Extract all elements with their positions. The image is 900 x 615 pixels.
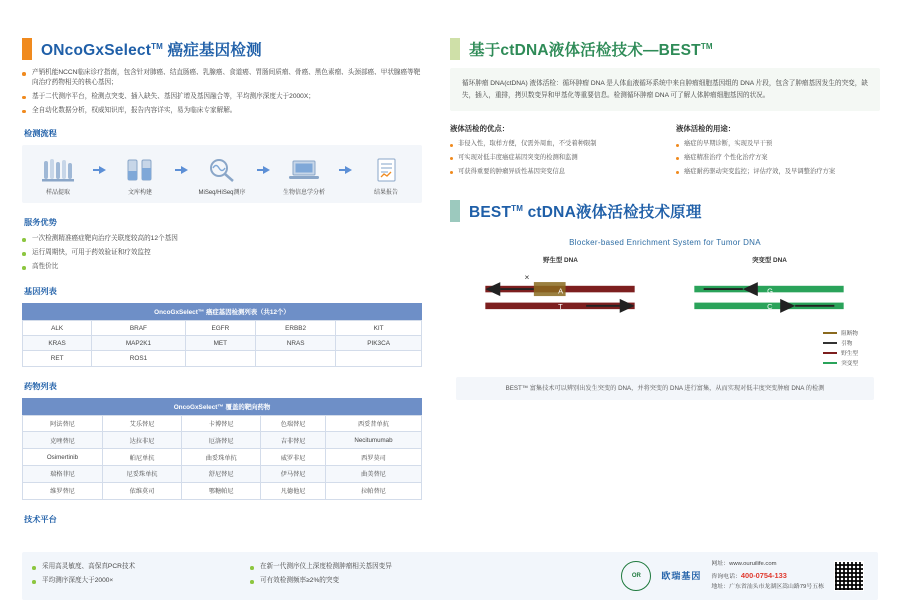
list-item: 在新一代测序仪上深度检测肿瘤相关基因变异 [250, 562, 452, 572]
table-cell: 卡博替尼 [182, 415, 261, 432]
list-item: 基于二代测序平台，检测点突变、插入缺失、基因扩增及基因融合等，平均测序深度大于2000X； [22, 92, 422, 102]
table-cell: 拉帕替尼 [325, 482, 421, 499]
table-cell: 曲美替尼 [325, 465, 421, 482]
phone-value: 400-0754-133 [740, 570, 787, 580]
table-cell: 依维莫司 [102, 482, 181, 499]
page-title-rest: 癌症基因检测 [167, 42, 262, 59]
table-cell: 帕尼单抗 [102, 449, 181, 466]
address-value: 广东省汕头市龙湖区嵩山路79号五栋 [729, 584, 824, 591]
service-bullet-list [22, 234, 422, 272]
mutant-type-label: 突变型 DNA [752, 256, 787, 264]
table-cell: 威罗非尼 [261, 449, 326, 466]
table-cell: 色瑞替尼 [261, 415, 326, 432]
company-name: 欧瑞基因 [661, 571, 702, 582]
table-cell: 艾乐替尼 [102, 415, 181, 432]
flow-arrow-2 [173, 153, 189, 187]
table-cell: 伊马替尼 [261, 465, 326, 482]
flow-step-label: MiSeq/HiSeq测序 [198, 189, 246, 196]
flow-step-4 [274, 153, 334, 198]
ctdna-title-block [450, 38, 880, 60]
flow-step-label: 生物信息学分析 [282, 189, 325, 196]
footer-platform-bullets [22, 562, 452, 590]
table-cell: 西妥昔单抗 [325, 415, 421, 432]
legend-swatch-wildtype-icon [823, 352, 837, 354]
tubes-icon [28, 153, 88, 187]
svg-text:T: T [558, 301, 564, 311]
table-cell: 达拉非尼 [102, 432, 181, 449]
legend-label: 突变型 [841, 360, 858, 367]
table-cell: Osimertinib [23, 449, 103, 466]
legend-item [823, 349, 858, 357]
legend-item [823, 329, 858, 337]
table-row [23, 449, 422, 466]
flow-step-3 [192, 153, 252, 198]
legend-swatch-primer-icon [823, 342, 837, 344]
legend [456, 329, 874, 367]
table-cell: 曲妥珠单抗 [182, 449, 261, 466]
platform-right-list [250, 562, 452, 586]
list-item: 全自动化数据分析，权威知识库，报告内容详实，易为临床专家解解。 [22, 106, 422, 116]
table-cell: 厄洛替尼 [182, 432, 261, 449]
report-icon [356, 153, 416, 187]
table-cell: 舒尼替尼 [182, 465, 261, 482]
table-cell [256, 351, 336, 366]
table-cell: 瑞格菲尼 [23, 465, 103, 482]
table-cell: ERBB2 [256, 321, 336, 336]
website-label: 网址： [711, 561, 730, 568]
flow-arrow-4 [337, 153, 353, 187]
ctdna-title-main: 基于ctDNA液体活检技术—BEST [469, 42, 701, 59]
svg-text:×: × [525, 271, 530, 282]
uses-column [676, 123, 880, 181]
flow-arrow-3 [255, 153, 271, 187]
table-cell: 西罗莫司 [325, 449, 421, 466]
flow-step-label: 样品提取 [45, 189, 70, 196]
principle-accent-bar [450, 200, 460, 222]
principle-diagram [450, 230, 880, 410]
table-cell: 鄂糖帕尼 [182, 482, 261, 499]
page-title-main: ONcoGxSelect [41, 42, 152, 59]
principle-title [469, 200, 702, 222]
title-accent-bar [22, 38, 32, 60]
laptop-icon [274, 153, 334, 187]
list-item: 可获得重要的肿瘤异质性基因突变信息 [450, 168, 654, 177]
phone-line [711, 570, 824, 583]
gene-table-caption: OncoGxSelect™ 癌症基因检测列表（共12个） [22, 303, 422, 320]
flow-heading: 检测流程 [24, 128, 57, 138]
wild-type-label: 野生型 DNA [543, 256, 578, 264]
table-cell: MAP2K1 [92, 336, 185, 351]
drug-list-heading: 药物列表 [24, 381, 57, 391]
ctdna-title [469, 38, 713, 60]
table-cell: RET [23, 351, 92, 366]
table-cell [336, 351, 422, 366]
list-item: 一次检测精准癌症靶向治疗关联度较高的12个基因 [22, 234, 422, 244]
oncogxselect-title-block [22, 38, 422, 60]
principle-title-block [450, 200, 880, 222]
advantages-list [450, 140, 654, 176]
table-cell [185, 351, 255, 366]
website-line [711, 559, 824, 569]
table-cell: KIT [336, 321, 422, 336]
table-cell: EGFR [185, 321, 255, 336]
legend-item [823, 359, 858, 367]
qr-code-icon[interactable] [834, 561, 864, 591]
list-item: 可有效检测频率≥2%的突变 [250, 576, 452, 586]
flow-step-label: 文库构建 [127, 189, 152, 196]
table-cell: PIK3CA [336, 336, 422, 351]
uses-title: 液体活检的用途： [676, 124, 736, 134]
left-column [22, 38, 422, 531]
advantages-title: 液体活检的优点： [450, 124, 510, 134]
page-title-sup: TM [151, 41, 164, 51]
table-cell: KRAS [23, 336, 92, 351]
list-item: 高性价比 [22, 262, 422, 272]
list-item: 可实现对低丰度癌症基因突变的检测和监测 [450, 154, 654, 163]
list-item: 平均测序深度大于2000× [32, 576, 234, 586]
service-heading: 服务优势 [24, 218, 57, 228]
table-cell: 克唑替尼 [23, 432, 103, 449]
table-row [23, 351, 422, 366]
legend-swatch-blocker-icon [823, 332, 837, 334]
legend-label: 引物 [841, 340, 853, 347]
mutant-type-panel [673, 255, 865, 327]
dna-panels [456, 255, 874, 327]
platform-left-list [32, 562, 234, 586]
legend-label: 野生型 [841, 350, 858, 357]
right-column [450, 38, 880, 410]
table-row [23, 465, 422, 482]
svg-text:G: G [767, 285, 774, 295]
table-cell: ALK [23, 321, 92, 336]
footer [22, 552, 878, 600]
list-item: 癌症耐药驱动突变监控；评估疗效，及早调整治疗方案 [676, 168, 880, 177]
table-cell: 阿法替尼 [23, 415, 103, 432]
legend-swatch-mutant-icon [823, 362, 837, 364]
website-value[interactable]: www.ouruilife.com [729, 561, 777, 568]
address-label: 地址： [711, 584, 730, 591]
table-cell: 吉非替尼 [261, 432, 326, 449]
table-cell: NRAS [256, 336, 336, 351]
svg-text:A: A [558, 285, 564, 295]
logo-initials: OR [631, 572, 641, 579]
uses-list [676, 140, 880, 176]
table-cell: 维罗替尼 [23, 482, 103, 499]
advantages-section [450, 123, 880, 181]
intro-bullet-list [22, 68, 422, 116]
list-item: 癌症精准治疗 个性化治疗方案 [676, 154, 880, 163]
address-line [711, 582, 824, 592]
flask-icon [110, 153, 170, 187]
principle-diagram-title: Blocker-based Enrichment System for Tumor DNA [569, 237, 761, 247]
footer-contact [452, 559, 878, 593]
wild-type-dna-graphic [475, 269, 645, 325]
mutant-type-dna-graphic [684, 269, 854, 325]
legend-item [823, 339, 858, 347]
table-cell: 尼妥珠单抗 [102, 465, 181, 482]
table-cell: BRAF [92, 321, 185, 336]
gene-list-heading: 基因列表 [24, 287, 57, 297]
table-row [23, 336, 422, 351]
flow-step-2 [110, 153, 170, 198]
wild-type-panel [464, 255, 656, 327]
legend-label: 阻断物 [841, 330, 858, 337]
ctdna-accent-bar [450, 38, 460, 60]
sequencer-icon [192, 153, 252, 187]
list-item: 运行周期快，可用于药效验证和疗效监控 [22, 248, 422, 258]
principle-title-rest: ctDNA液体活检技术原理 [527, 203, 702, 221]
flow-step-5 [356, 153, 416, 198]
table-cell: Necitumumab [325, 432, 421, 449]
list-item: 产销机能NCCN临床诊疗指南，包含针对肺癌、结直肠癌、乳腺癌、食道癌、胃肠间质瘤、骨癌、黑色素瘤、头颈部癌、甲状腺癌等靶向治疗药物相关的核心基因； [22, 68, 422, 88]
table-row [23, 432, 422, 449]
advantages-column [450, 123, 654, 181]
flow-step-1 [28, 153, 88, 198]
principle-title-main: BEST [469, 203, 512, 221]
drug-table-caption: OncoGxSelect™ 覆盖的靶向药物 [22, 398, 422, 415]
table-cell: ROS1 [92, 351, 185, 366]
ctdna-title-sup: TM [700, 41, 713, 51]
platform-heading: 技术平台 [24, 514, 57, 524]
contact-block [711, 559, 824, 593]
table-cell: MET [185, 336, 255, 351]
company-logo-icon [621, 561, 651, 591]
table-row [23, 321, 422, 336]
gene-table [22, 303, 422, 367]
list-item: 采用高灵敏度、高保真PCR技术 [32, 562, 234, 572]
page-title [41, 38, 262, 60]
flow-arrow-1 [91, 153, 107, 187]
list-item: 非侵入性，取样方便，仅需外周血，不受着种限制 [450, 140, 654, 149]
principle-title-sup: TM [511, 203, 524, 213]
workflow-diagram [22, 145, 422, 204]
table-cell: 凡德他尼 [261, 482, 326, 499]
drug-table [22, 398, 422, 500]
list-item: 癌症的早期诊断，实现及早干预 [676, 140, 880, 149]
svg-text:C: C [767, 301, 774, 311]
table-row [23, 482, 422, 499]
ctdna-description: 循环肿瘤 DNA(ctDNA) 液体活检：循环肿瘤 DNA 是人体血液循环系统中来自肿瘤细胞基因组的 DNA 片段，包含了肿瘤基因发生的突变，缺失，插入，重排，拷贝数变异和甲基化等重要信息。检测循环肿瘤 DNA 可了解人体肿瘤细胞基因的状况。 [450, 68, 880, 111]
principle-note: BEST™ 富集技术可以辨别出发生突变的 DNA，并将突变的 DNA 进行富集，从而实现对低丰度突变肿瘤 DNA 的检测 [456, 377, 874, 400]
phone-label: 咨询电话： [711, 573, 741, 580]
flow-step-label: 结果报告 [373, 189, 398, 196]
table-row [23, 415, 422, 432]
